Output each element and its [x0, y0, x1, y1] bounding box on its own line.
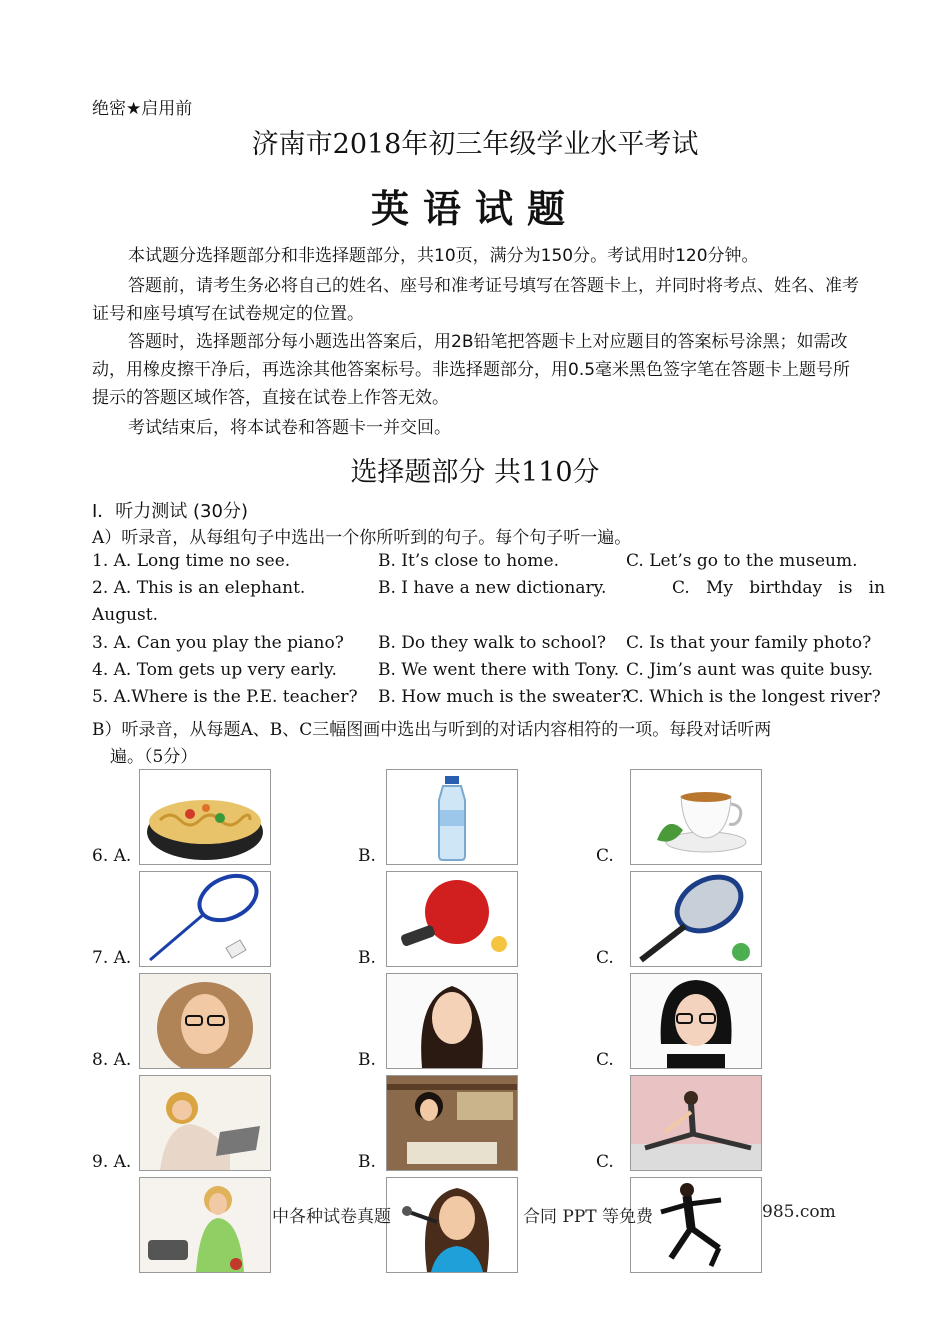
curly-hair-glasses-woman-icon[interactable]: [139, 973, 271, 1069]
noodles-bowl-icon[interactable]: [139, 769, 271, 865]
q3-option-b: B. Do they walk to school?: [378, 633, 606, 653]
q3-option-a: 3. A. Can you play the piano?: [92, 633, 344, 653]
girl-stretching-icon[interactable]: [630, 1075, 762, 1171]
q9-label-c: C.: [596, 1152, 614, 1172]
q8-label-a: 8. A.: [92, 1050, 132, 1070]
instruction-paragraph-3: 答题时，选择题部分每小题选出答案后，用2B铅笔把答题卡上对应题目的答案标号涂黑；如需改动，用橡皮擦干净后，再选涂其他答案标号。非选择题部分，用0.5毫米黑色签字笔在答题卡上题号所提示的答题区域作答，直接在试卷上作答无效。: [92, 332, 851, 408]
q2-option-a: 2. A. This is an elephant.: [92, 578, 306, 598]
q7-label-c: C.: [596, 948, 614, 968]
q1-option-a: 1. A. Long time no see.: [92, 551, 291, 571]
footer-watermark-middle: 合同 PPT 等免费: [523, 1207, 654, 1227]
short-hair-glasses-woman-icon[interactable]: [630, 973, 762, 1069]
instruction-paragraph-1: 本试题分选择题部分和非选择题部分，共10页，满分为150分。考试用时120分钟。: [128, 246, 759, 266]
q2-option-b: B. I have a new dictionary.: [378, 578, 607, 598]
q7-label-b: B.: [358, 948, 376, 968]
q5-option-b: B. How much is the sweater?: [378, 687, 630, 707]
q9-label-b: B.: [358, 1152, 376, 1172]
part-b-instruction: B）听录音，从每题A、B、C三幅图画中选出与听到的对话内容相符的一项。每段对话听两: [92, 720, 772, 740]
exam-title: 济南市2018年初三年级学业水平考试: [251, 129, 699, 160]
listening-heading: I．听力测试 (30分): [92, 501, 248, 522]
q3-option-c: C. Is that your family photo?: [626, 633, 872, 653]
water-bottle-icon[interactable]: [386, 769, 518, 865]
instruction-paragraph-2: 答题前，请考生务必将自己的姓名、座号和准考证号填写在答题卡上，并同时将考点、姓名、准考证号和座号填写在试卷规定的位置。: [92, 276, 859, 324]
girl-singing-microphone-icon[interactable]: [386, 1177, 518, 1273]
section-title: 选择题部分 共110分: [350, 457, 600, 488]
q1-option-b: B. It’s close to home.: [378, 551, 559, 571]
tennis-racket-icon[interactable]: [630, 871, 762, 967]
footer-watermark-left: 中各种试卷真题: [272, 1207, 391, 1227]
ping-pong-paddle-icon[interactable]: [386, 871, 518, 967]
q8-label-b: B.: [358, 1050, 376, 1070]
tea-cup-icon[interactable]: [630, 769, 762, 865]
woman-with-laptop-icon[interactable]: [139, 1075, 271, 1171]
girl-reading-books-icon[interactable]: [386, 1075, 518, 1171]
long-hair-girl-icon[interactable]: [386, 973, 518, 1069]
q9-label-a: 9. A.: [92, 1152, 132, 1172]
q5-option-c: C. Which is the longest river?: [626, 687, 881, 707]
q6-label-b: B.: [358, 846, 376, 866]
confidential-label: 绝密★启用前: [92, 99, 193, 119]
part-b-instruction-continued: 遍。（5分）: [110, 747, 198, 767]
q6-label-a: 6. A.: [92, 846, 132, 866]
subject-title: 英语试题: [370, 187, 579, 231]
q2-option-c: C. My birthday is in: [672, 578, 886, 598]
woman-cooking-icon[interactable]: [139, 1177, 271, 1273]
q6-label-c: C.: [596, 846, 614, 866]
q4-option-b: B. We went there with Tony.: [378, 660, 620, 680]
instruction-paragraph-4: 考试结束后，将本试卷和答题卡一并交回。: [128, 418, 451, 438]
part-a-instruction: A）听录音，从每组句子中选出一个你所听到的句子。每个句子听一遍。: [92, 528, 632, 548]
q5-option-a: 5. A.Where is the P.E. teacher?: [92, 687, 358, 707]
footer-watermark-right: 985.com: [762, 1202, 836, 1222]
q7-label-a: 7. A.: [92, 948, 132, 968]
q8-label-c: C.: [596, 1050, 614, 1070]
q1-option-c: C. Let’s go to the museum.: [626, 551, 858, 571]
badminton-racket-icon[interactable]: [139, 871, 271, 967]
q2-option-c-continued: August.: [92, 605, 159, 625]
q4-option-c: C. Jim’s aunt was quite busy.: [626, 660, 874, 680]
q4-option-a: 4. A. Tom gets up very early.: [92, 660, 337, 680]
